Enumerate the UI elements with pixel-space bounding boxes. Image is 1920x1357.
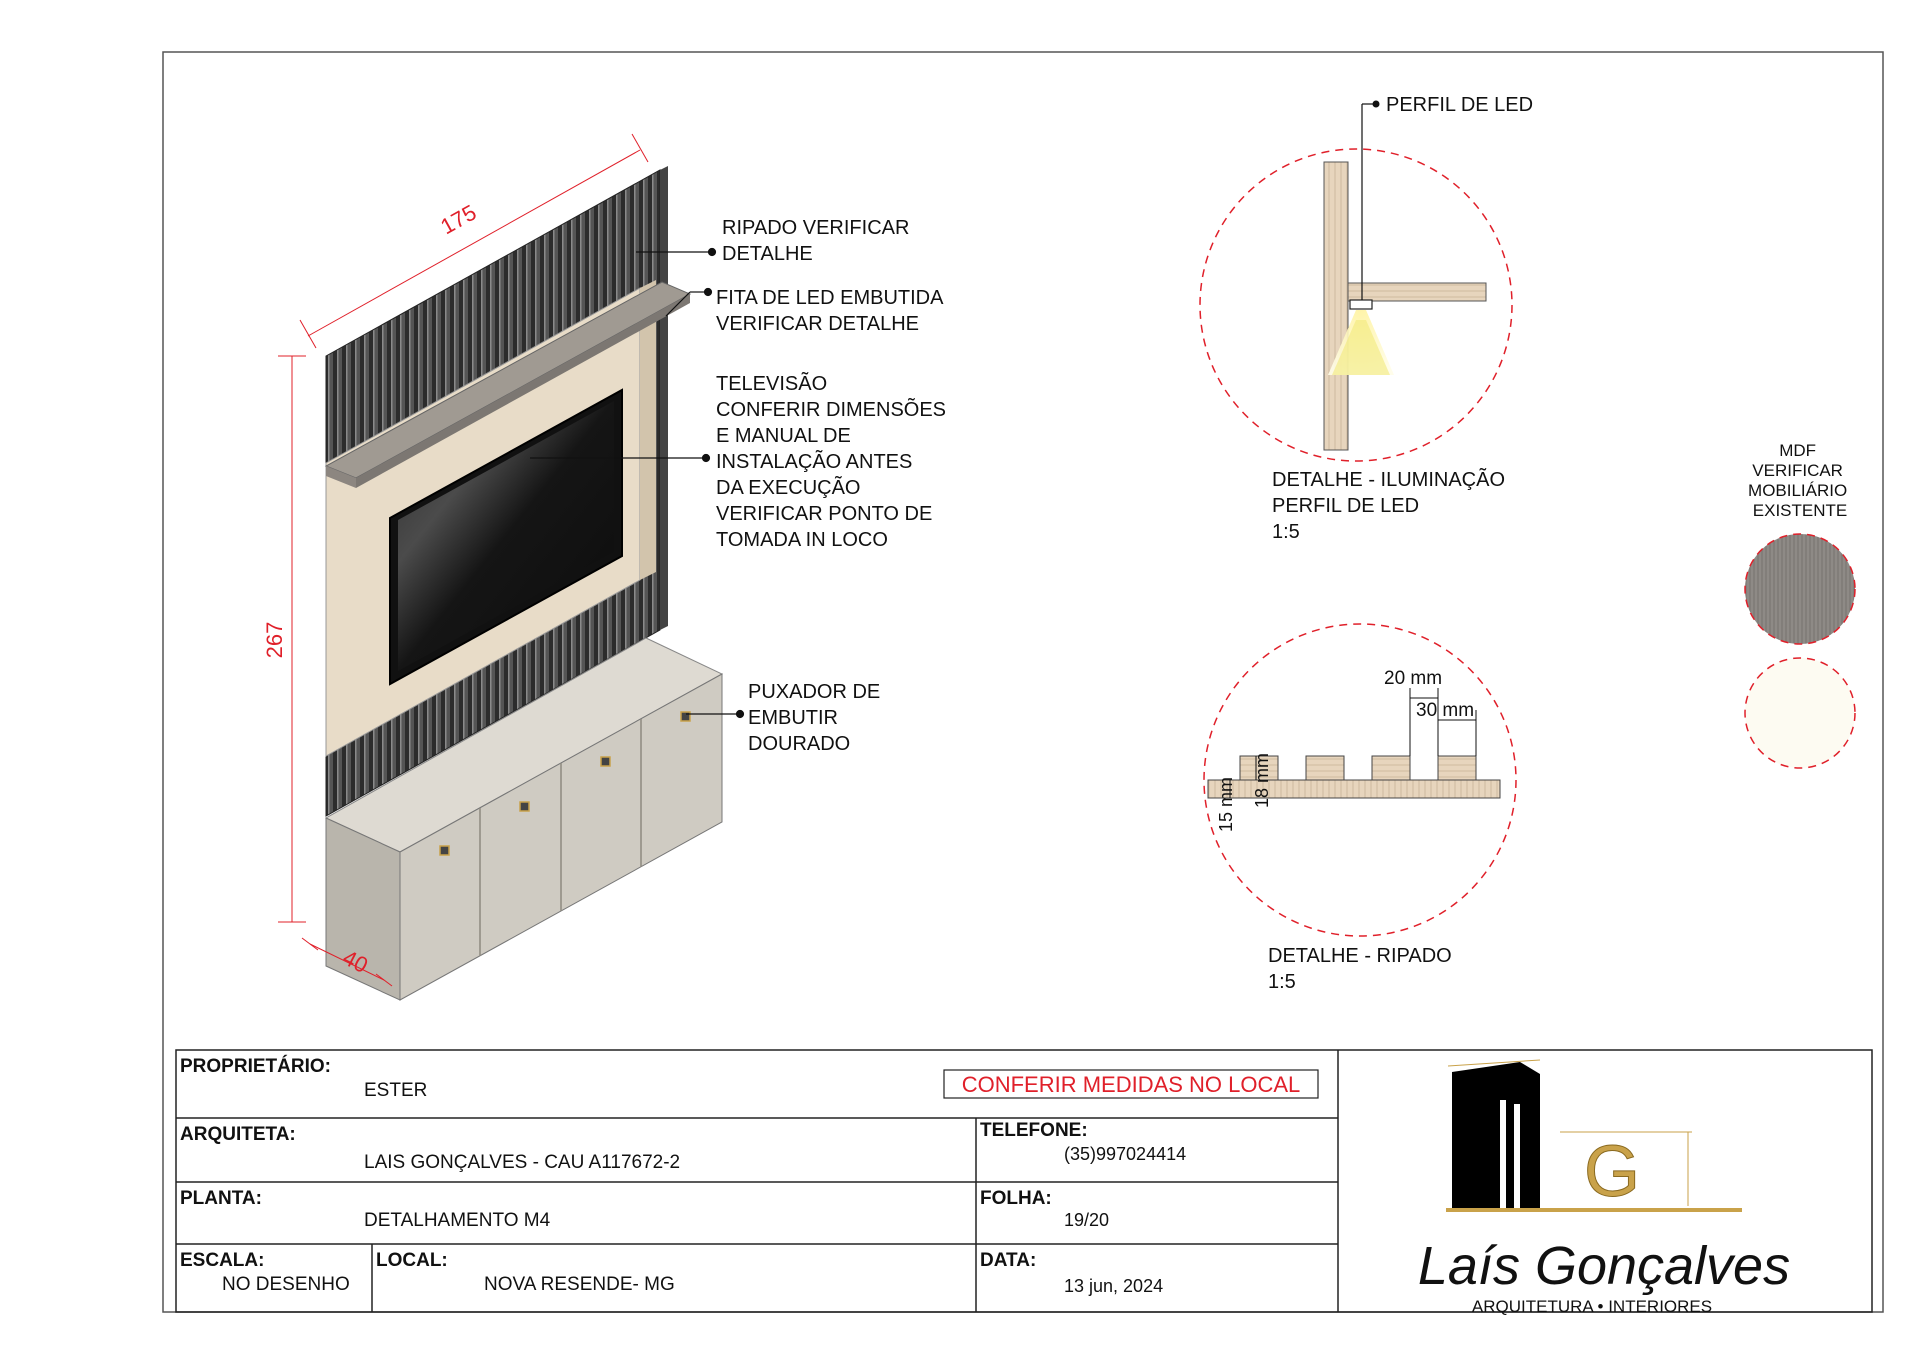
material-swatch-white [1745, 658, 1855, 768]
material-swatch-mdf [1745, 534, 1855, 644]
detail-led-title: DETALHE - ILUMINAÇÃO PERFIL DE LED 1:5 [1272, 469, 1505, 543]
callout-fita-led: FITA DE LED EMBUTIDA VERIFICAR DETALHE [716, 287, 943, 335]
ripado-dim-base: 15 mm [1216, 776, 1236, 832]
detail-ripado [1204, 624, 1516, 936]
escala-label: ESCALA: [180, 1250, 265, 1271]
warning-text: CONFERIR MEDIDAS NO LOCAL [961, 1072, 1301, 1097]
local-value: NOVA RESENDE- MG [484, 1274, 675, 1295]
proprietario-label: PROPRIETÁRIO: [180, 1056, 331, 1077]
ripado-dim-slat: 30 mm [1416, 700, 1475, 721]
proprietario-value: ESTER [364, 1080, 428, 1101]
company-logo [1446, 1060, 1742, 1212]
telefone-value: (35)997024414 [1064, 1144, 1187, 1164]
ripado-side [660, 166, 668, 630]
logo-tagline: ARQUITETURA • INTERIORES [1471, 1297, 1713, 1316]
telefone-label: TELEFONE: [980, 1120, 1088, 1141]
local-label: LOCAL: [376, 1250, 448, 1271]
dim-height: 267 [262, 621, 287, 659]
folha-value: 19/20 [1064, 1210, 1110, 1230]
dim-depth: 40 [338, 944, 372, 979]
svg-text:G: G [1583, 1132, 1641, 1212]
planta-label: PLANTA: [180, 1188, 262, 1209]
ripado-dim-slat-h: 18 mm [1252, 752, 1272, 808]
arquiteta-value: LAIS GONÇALVES - CAU A117672-2 [364, 1152, 681, 1173]
ripado-dim-gap: 20 mm [1384, 668, 1443, 689]
planta-value: DETALHAMENTO M4 [364, 1210, 551, 1231]
dim-width: 175 [436, 199, 481, 240]
callout-puxador: PUXADOR DE EMBUTIR DOURADO [748, 681, 881, 755]
data-label: DATA: [980, 1250, 1037, 1271]
detail-ripado-title: DETALHE - RIPADO 1:5 [1268, 945, 1452, 993]
folha-label: FOLHA: [980, 1188, 1052, 1209]
furniture-isometric [326, 166, 722, 1000]
escala-value: NO DESENHO [222, 1274, 350, 1295]
data-value: 13 jun, 2024 [1064, 1276, 1164, 1296]
logo-signature: Laís Gonçalves [1417, 1236, 1791, 1296]
callout-televisao: TELEVISÃO CONFERIR DIMENSÕES E MANUAL DE INSTALAÇÃO ANTES DA EXECUÇÃO VERIFICAR PONTO DE TOMADA IN LOCO [716, 373, 947, 551]
detail-led [1200, 101, 1512, 462]
material-label: MDF VERIFICAR MOBILIÁRIO EXISTENTE [1748, 441, 1848, 520]
arquiteta-label: ARQUITETA: [180, 1124, 296, 1145]
led-callout: PERFIL DE LED [1386, 94, 1534, 116]
callout-ripado: RIPADO VERIFICAR DETALHE [722, 217, 910, 265]
